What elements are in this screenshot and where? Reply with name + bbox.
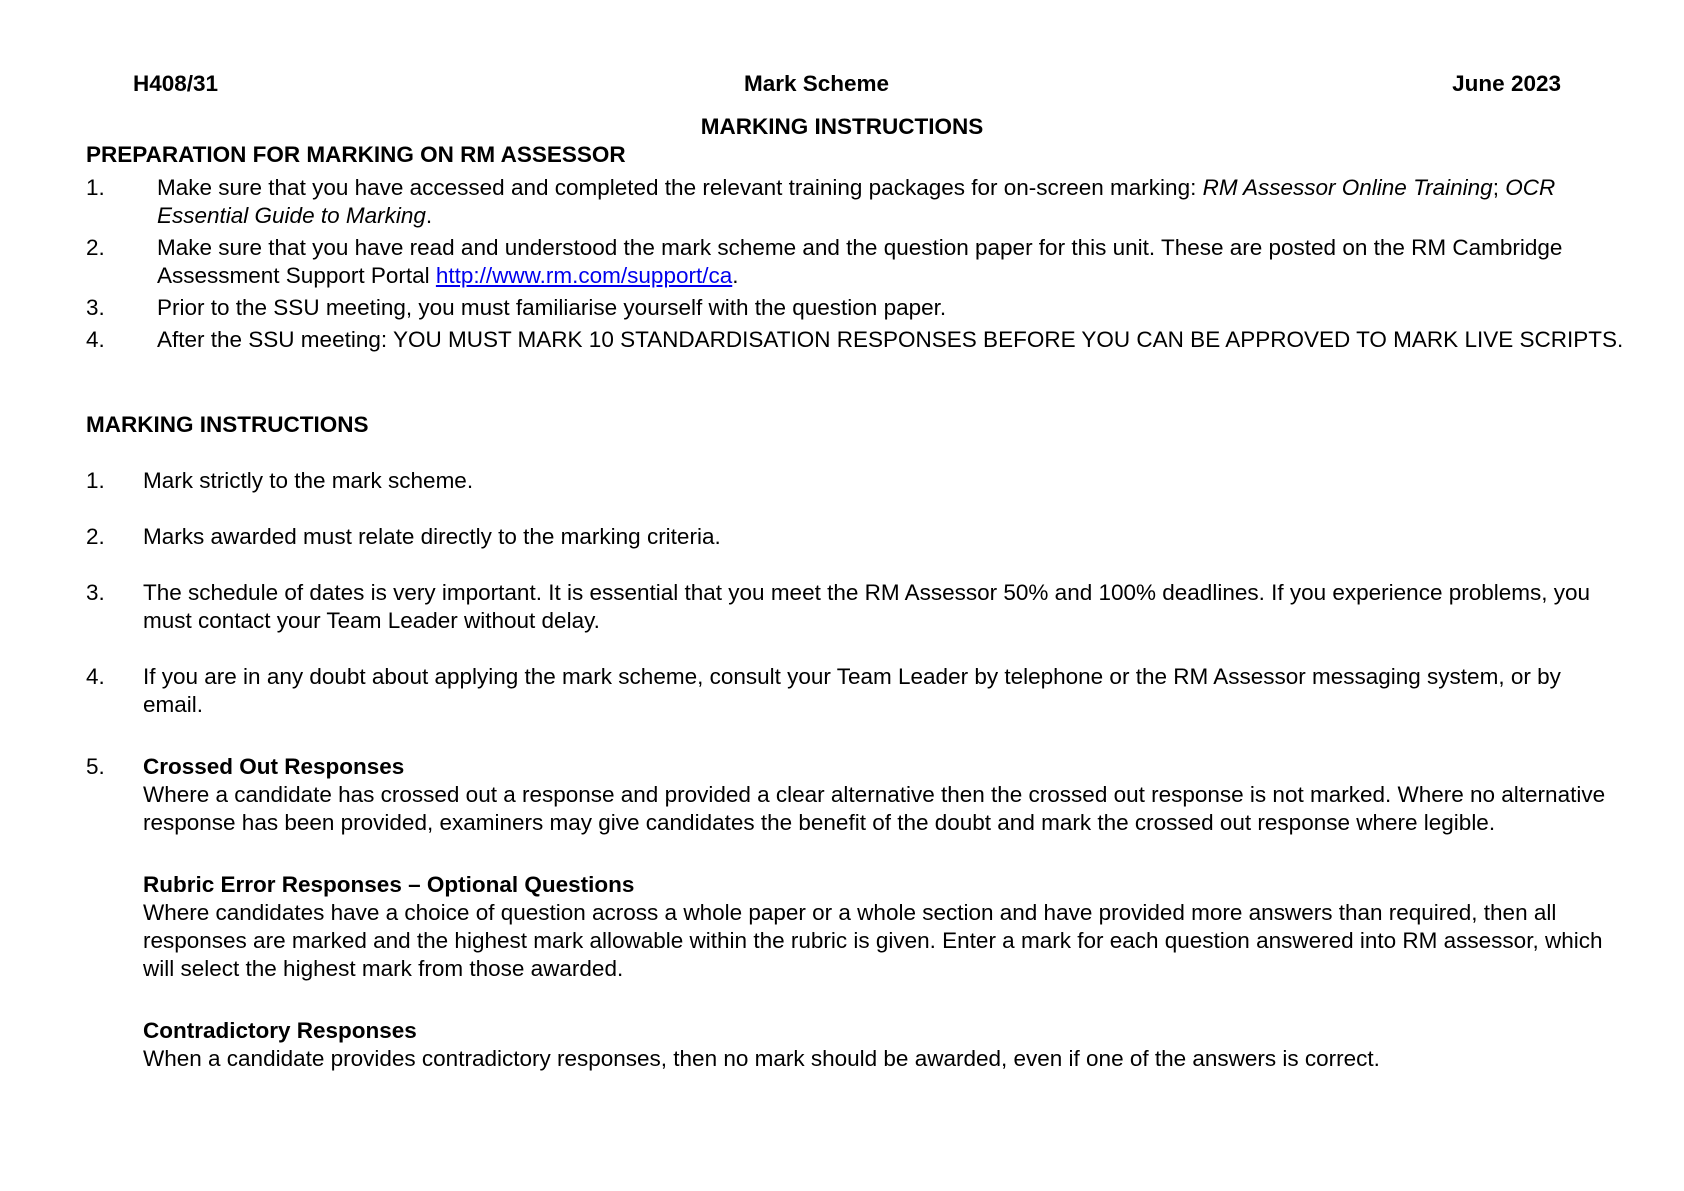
marking-instructions-list xyxy=(86,467,1626,1073)
item-number: 2. xyxy=(86,524,105,549)
contradictory-responses-section xyxy=(143,1017,1626,1073)
list-item xyxy=(86,174,1626,230)
list-item xyxy=(86,663,1626,719)
sub-text: Where candidates have a choice of question across a whole paper or a whole section and have provided more answers than required, then all responses are marked and the highest mark allowable within the rubric is given. Enter a mark for each question answered into RM assessor, which will select the highest mark from those awarded. xyxy=(143,900,1603,981)
item-text-part: Make sure that you have accessed and completed the relevant training packages for on-screen marking: xyxy=(157,175,1203,200)
item-number: 4. xyxy=(86,664,105,689)
list-item xyxy=(86,326,1626,354)
item-text-part: Make sure that you have read and understood the mark scheme and the question paper for this unit. These are posted on the RM Cambridge Assessment Support Portal xyxy=(157,235,1563,288)
list-item xyxy=(86,234,1626,290)
sub-heading: Contradictory Responses xyxy=(143,1018,417,1043)
sub-heading: Rubric Error Responses – Optional Questions xyxy=(143,872,635,897)
guide-name: OCR Essential Guide to Marking xyxy=(157,175,1556,228)
header-date: June 2023 xyxy=(1452,71,1561,96)
list-item xyxy=(86,294,1626,322)
item-number: 3. xyxy=(86,295,105,320)
list-item xyxy=(86,753,1626,1073)
support-portal-link[interactable]: http://www.rm.com/support/ca xyxy=(435,263,733,288)
rubric-error-responses-section xyxy=(143,871,1626,983)
crossed-out-responses-section xyxy=(143,753,1626,837)
item-text xyxy=(157,234,1626,290)
item-text xyxy=(157,174,1626,230)
list-item xyxy=(86,579,1626,635)
item-text: If you are in any doubt about applying the mark scheme, consult your Team Leader by telephone or the RM Assessor messaging system, or by email. xyxy=(143,664,1561,717)
preparation-list xyxy=(86,174,1626,358)
item-number: 1. xyxy=(86,175,105,200)
page-title: MARKING INSTRUCTIONS xyxy=(700,114,984,139)
sub-text: When a candidate provides contradictory responses, then no mark should be awarded, even if one of the answers is correct. xyxy=(143,1046,1380,1071)
list-item xyxy=(86,523,1626,551)
paper-code: H408/31 xyxy=(133,71,219,96)
item-text: Prior to the SSU meeting, you must familiarise yourself with the question paper. xyxy=(157,295,947,320)
item-text-part: . xyxy=(425,203,433,228)
item-number: 3. xyxy=(86,580,105,605)
item-number: 1. xyxy=(86,468,105,493)
training-name: RM Assessor Online Training xyxy=(1202,175,1493,200)
item-number: 2. xyxy=(86,235,105,260)
header-title: Mark Scheme xyxy=(744,71,890,96)
item-text: After the SSU meeting: YOU MUST MARK 10 STANDARDISATION RESPONSES BEFORE YOU CAN BE APPROVED TO MARK LIVE SCRIPTS. xyxy=(157,327,1624,352)
item-text-part: ; xyxy=(1492,175,1506,200)
item-number: 5. xyxy=(86,754,105,779)
item-text: Marks awarded must relate directly to the marking criteria. xyxy=(143,524,721,549)
marking-instructions-heading: MARKING INSTRUCTIONS xyxy=(86,412,369,437)
item-text: The schedule of dates is very important. It is essential that you meet the RM Assessor 50% and 100% deadlines. If you experience problems, you must contact your Team Leader without delay. xyxy=(143,580,1591,633)
preparation-heading: PREPARATION FOR MARKING ON RM ASSESSOR xyxy=(86,142,626,167)
running-header xyxy=(133,70,1561,100)
item-text-part: . xyxy=(732,263,739,288)
item-number: 4. xyxy=(86,327,105,352)
sub-text: Where a candidate has crossed out a response and provided a clear alternative then the crossed out response is not marked. Where no alternative response has been provided, examiners may give candidates the benefit of the doubt and mark the crossed out response where legible. xyxy=(143,782,1606,835)
sub-heading: Crossed Out Responses xyxy=(143,754,405,779)
list-item xyxy=(86,467,1626,495)
item-text: Mark strictly to the mark scheme. xyxy=(143,468,474,493)
